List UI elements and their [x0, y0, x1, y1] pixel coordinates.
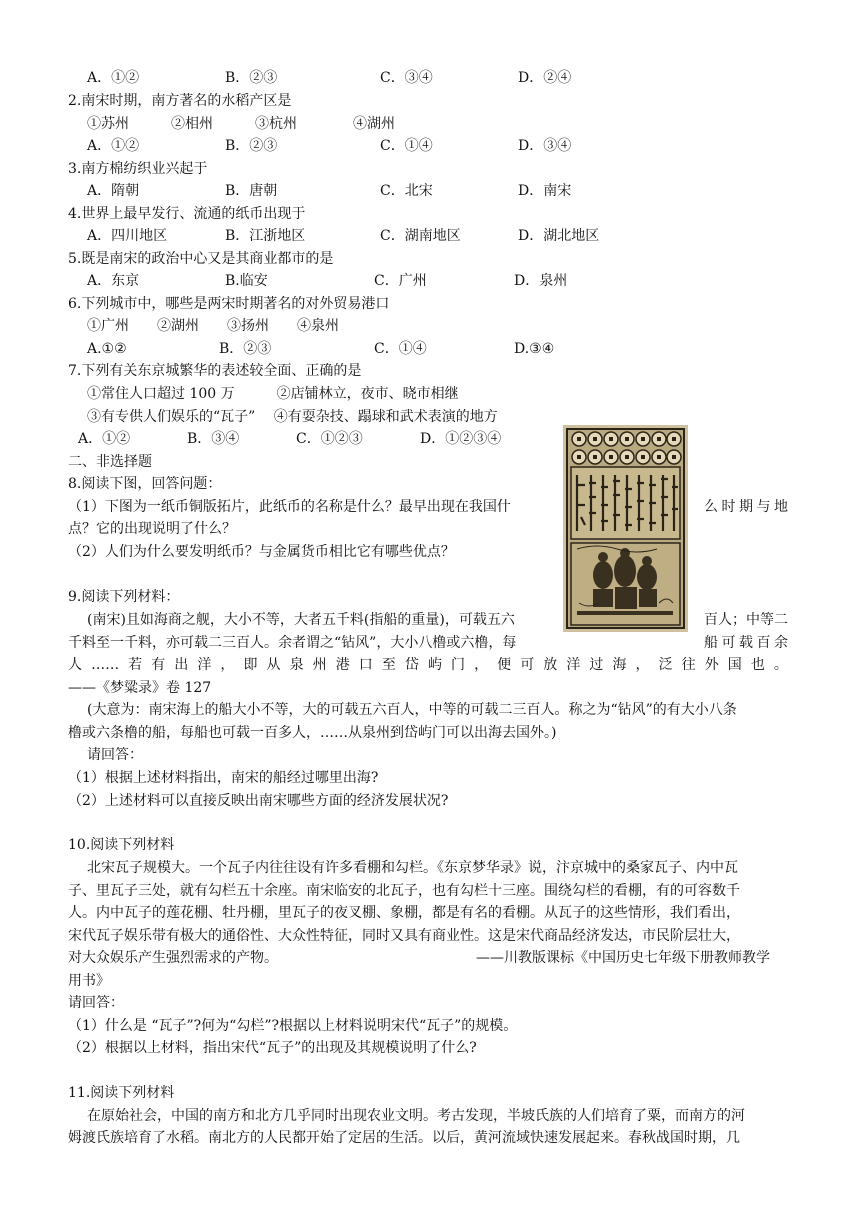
q9-source: ——《梦粱录》卷 127 — [68, 680, 212, 696]
text-char: 至 — [381, 657, 396, 673]
text-char: 洋 — [566, 657, 581, 673]
text-char: 出 — [174, 657, 189, 673]
text-char: 余 — [774, 635, 788, 651]
q7-item-line2: ③有专供人们娱乐的“瓦子” ④有耍杂技、蹋球和武术表演的地方 — [87, 409, 498, 425]
text-char: 屿 — [427, 657, 442, 673]
text-char: 放 — [543, 657, 558, 673]
q9-material-line3 — [68, 655, 788, 675]
text-char: 可 — [721, 635, 736, 651]
q11-para-line1: 在原始社会，中国的南方和北方几乎同时出现农业文明。考古发现，半坡氏族的人们培育了粟，而南方的河 — [87, 1108, 745, 1124]
section-heading: 二、非选择题 — [68, 454, 152, 470]
text-char: ， — [635, 657, 650, 673]
q9-translation-line1: (大意为：南宋海上的船大小不等，大的可载五六百人，中等的可载二三百人。称之为“钻风”的有大小八条 — [87, 702, 737, 718]
q8-part1-line2: 点？它的出现说明了什么？ — [68, 521, 236, 537]
q11-para-line2: 姆渡氏族培育了水稻。南北方的人民都开始了定居的生活。以后，黄河流域快速发展起来。春秋战国时期，几 — [68, 1130, 740, 1146]
q4-option-c: C．湖南地区 — [380, 228, 461, 244]
text-char: 与 — [756, 499, 771, 515]
q4-stem: 4.世界上最早发行、流通的纸币出现于 — [68, 206, 306, 222]
q2-items: ①苏州 ②相州 ③杭州 ④湖州 — [87, 116, 395, 132]
text-char: 港 — [335, 657, 350, 673]
q5-option-a: A．东京 — [87, 273, 140, 289]
q2-option-a: A．①② — [87, 138, 140, 154]
text-char: 岱 — [404, 657, 419, 673]
q9-ask: 请回答： — [87, 747, 143, 763]
q3-stem: 3.南方棉纺织业兴起于 — [68, 161, 208, 177]
q8-part1-line1b — [704, 497, 788, 517]
q9-stem: 9.阅读下列材料： — [68, 589, 180, 605]
q5-stem: 5.既是南宋的政治中心又是其商业都市的是 — [68, 251, 334, 267]
text-char: 百 — [756, 635, 771, 651]
q4-option-a: A．四川地区 — [87, 228, 168, 244]
q1-option-b: B．②③ — [225, 70, 278, 86]
q8-part1-line1a: （1）下图为一纸币铜版拓片，此纸币的名称是什么？最早出现在我国什 — [68, 499, 511, 515]
q10-para-line4: 宋代瓦子娱乐带有极大的通俗性、大众性特征，同时又具有商业性。这是宋代商品经济发达，市民阶层壮大， — [68, 928, 740, 944]
q8-stem: 8.阅读下图，回答问题： — [68, 476, 222, 492]
text-char: 泛 — [658, 657, 673, 673]
q8-part2: （2）人们为什么要发明纸币？与金属货币相比它有哪些优点？ — [68, 544, 455, 560]
text-char: 外 — [704, 657, 719, 673]
q11-stem: 11.阅读下列材料 — [68, 1085, 175, 1101]
q5-option-d: D．泉州 — [514, 273, 568, 289]
q2-option-c: C．①④ — [380, 138, 433, 154]
text-char: 洋 — [197, 657, 212, 673]
q1-option-a: A．①② — [87, 70, 140, 86]
text-char: 若 — [128, 657, 143, 673]
q9-material-line1b: 百人；中等二 — [704, 612, 788, 628]
q10-answer1: （1）什么是 “瓦子”?何为“勾栏”?根据以上材料说明宋代“瓦子”的规模。 — [68, 1018, 518, 1034]
q9-translation-line2: 橹或六条橹的船，每船也可载一百多人，……从泉州到岱屿门可以出海去国外。) — [68, 725, 557, 741]
q3-option-d: D．南宋 — [518, 183, 572, 199]
q10-para-line3: 人。内中瓦子的莲花棚、牡丹棚，里瓦子的夜叉棚、象棚，都是有名的看棚。从瓦子的这些情形，我们看出， — [68, 905, 740, 921]
q2-option-d: D．③④ — [518, 138, 572, 154]
text-char: 也 — [750, 657, 765, 673]
q10-para-line2: 子、里瓦子三处，就有勾栏五十余座。南宋临安的北瓦子，也有勾栏十三座。围绕勾栏的看棚，有的可容数千 — [68, 883, 740, 899]
text-char: 泉 — [289, 657, 304, 673]
q6-stem: 6.下列城市中，哪些是两宋时期著名的对外贸易港口 — [68, 296, 390, 312]
q10-source: ——川教版课标《中国历史七年级下册教师教学 — [476, 950, 770, 966]
text-char: 即 — [243, 657, 258, 673]
text-char: 人 — [68, 657, 82, 673]
text-char: 从 — [266, 657, 281, 673]
q7-option-a: A．①② — [78, 431, 131, 447]
text-char: 船 — [704, 635, 718, 651]
q9-answer2: （2）上述材料可以直接反映出南宋哪些方面的经济发展状况? — [68, 793, 449, 809]
text-char: ， — [220, 657, 235, 673]
paper-money-rubbing-image — [563, 425, 688, 632]
text-char: 期 — [739, 499, 753, 515]
text-char: …… — [91, 657, 120, 673]
q10-ask: 请回答： — [68, 995, 124, 1011]
text-char: 州 — [312, 657, 327, 673]
q3-option-b: B．唐朝 — [225, 183, 278, 199]
q3-option-c: C．北宋 — [380, 183, 433, 199]
text-char: 。 — [773, 657, 788, 673]
q6-option-d: D.③④ — [514, 341, 555, 357]
text-char: 时 — [721, 499, 736, 515]
q10-para-line5a: 对大众娱乐产生强烈需求的产物。 — [68, 950, 278, 966]
q4-option-b: B．江浙地区 — [225, 228, 306, 244]
text-char: 么 — [704, 499, 718, 515]
q7-option-b: B．③④ — [187, 431, 240, 447]
text-char: 过 — [589, 657, 604, 673]
text-char: 地 — [774, 499, 788, 515]
q7-item-line1: ①常住人口超过 100 万 ②店铺林立，夜市、晓市相继 — [87, 386, 459, 402]
q2-option-b: B．②③ — [225, 138, 278, 154]
text-char: 可 — [520, 657, 535, 673]
q10-para-line1: 北宋瓦子规模大。一个瓦子内往往设有许多看棚和勾栏。《东京梦华录》说，汴京城中的桑家瓦子、内中瓦 — [87, 860, 738, 876]
q7-option-d: D．①②③④ — [420, 431, 502, 447]
q6-option-a: A.①② — [87, 341, 127, 357]
q1-option-c: C．③④ — [380, 70, 433, 86]
q6-items: ①广州 ②湖州 ③扬州 ④泉州 — [87, 318, 339, 334]
text-char: ， — [474, 657, 489, 673]
q1-option-d: D．②④ — [518, 70, 572, 86]
text-char: 门 — [451, 657, 465, 673]
q5-option-b: B.临安 — [225, 273, 268, 289]
q7-option-c: C．①②③ — [296, 431, 363, 447]
q3-option-a: A．隋朝 — [87, 183, 140, 199]
q9-material-line2b — [704, 633, 788, 653]
q2-stem: 2.南宋时期，南方著名的水稻产区是 — [68, 93, 292, 109]
q9-material-line1a: (南宋)且如海商之舰，大小不等，大者五千料(指船的重量)，可载五六 — [87, 612, 515, 628]
text-char: 口 — [358, 657, 373, 673]
text-char: 往 — [681, 657, 696, 673]
text-char: 有 — [151, 657, 166, 673]
text-char: 便 — [497, 657, 512, 673]
q9-material-line2a: 千料至一千料，亦可载二三百人。余者谓之“钻风”，大小八橹或六橹，每 — [68, 635, 517, 651]
q9-answer1: （1）根据上述材料指出，南宋的船经过哪里出海? — [68, 770, 379, 786]
q5-option-c: C．广州 — [374, 273, 427, 289]
q10-para-line6: 用书》 — [68, 973, 110, 989]
text-char: 载 — [739, 635, 753, 651]
q10-answer2: （2）根据以上材料，指出宋代“瓦子”的出现及其规模说明了什么? — [68, 1040, 477, 1056]
q6-option-c: C．①④ — [374, 341, 427, 357]
text-char: 国 — [727, 657, 742, 673]
text-char: 海 — [612, 657, 627, 673]
q4-option-d: D．湖北地区 — [518, 228, 600, 244]
q7-stem: 7.下列有关东京城繁华的表述较全面、正确的是 — [68, 363, 362, 379]
q6-option-b: B．②③ — [219, 341, 272, 357]
q10-stem: 10.阅读下列材料 — [68, 837, 175, 853]
